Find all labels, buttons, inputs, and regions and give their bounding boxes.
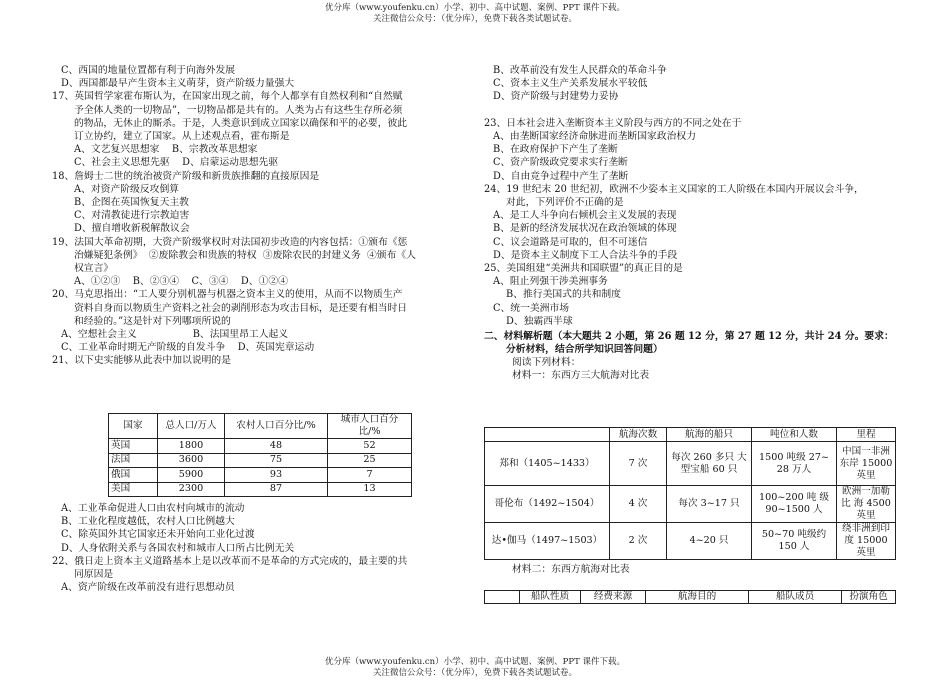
header-line-2: 关注微信公众号：（优分库），免费下载各类试题试卷。 xyxy=(372,14,577,24)
table-cell: 3600 xyxy=(158,453,225,468)
text-line: C、资本主义生产关系发展水平较低 xyxy=(493,78,648,90)
text-line: D、擅自增收新税解散议会 xyxy=(74,223,190,235)
section-2-heading-2: 分析材料，结合所学知识回答问题） xyxy=(506,344,663,355)
text-line: 25、美国组建“美洲共和国联盟”的真正目的是 xyxy=(484,263,683,275)
text-line: B、工业化程度越低，农村人口比例越大 xyxy=(61,516,235,528)
table-cell: 7 次 xyxy=(610,442,667,486)
table-cell: 郑和（1405~1433） xyxy=(485,442,610,486)
header-cell: 航海次数 xyxy=(610,428,667,442)
text-line: C、统一美洲市场 xyxy=(493,302,570,314)
text-line: A、对资产阶级反攻倒算 xyxy=(74,183,180,195)
text-line: 18、詹姆士二世的统治被资产阶级和新贵族推翻的直接原因是 xyxy=(52,170,320,182)
text-line: 21、以下史实能够从此表中加以说明的是 xyxy=(52,355,232,367)
fleet-comparison-table xyxy=(484,590,896,604)
material-2-title: 材料二：东西方航海对比表 xyxy=(512,564,630,575)
text-line: 17、英国哲学家霍布斯认为，在国家出现之前，每个人都享有自然权利和“自然赋 xyxy=(52,91,403,103)
header-cell: 航海的船只 xyxy=(667,428,752,442)
table-cell: 93 xyxy=(225,468,328,483)
population-table xyxy=(108,413,412,497)
table-cell: 4 次 xyxy=(610,486,667,523)
text-line: A、阻止列强干涉美洲事务 xyxy=(493,276,608,288)
header-cell: 总人口/万人 xyxy=(158,414,225,439)
text-line: 23、日本社会进入垄断资本主义阶段与西方的不同之处在于 xyxy=(484,117,742,129)
material-1-title: 材料一：东西方三大航海对比表 xyxy=(512,370,650,381)
text-line: A、工业革命促进人口由农村向城市的流动 xyxy=(61,503,245,514)
text-line: 20、马克思指出：“工人要分别机器与机器之资本主义的使用，从而不以物质生产 xyxy=(52,289,403,301)
table-cell: 1500 吨级 27~ 28 万人 xyxy=(752,442,837,486)
page-header xyxy=(0,3,950,25)
text-line: B、改革前没有发生人民群众的革命斗争 xyxy=(493,65,667,76)
text-line: C、议会道路是可取的，但不可迷信 xyxy=(493,236,648,248)
text-line: C、西国的地量位置都有利于向海外发展 xyxy=(61,65,236,76)
text-line: 订立协约，建立了国家。从上述观点看，霍布斯是 xyxy=(74,131,290,143)
text-line: A、是工人斗争向右倾机会主义发展的表现 xyxy=(493,210,677,222)
text-line: B、企图在英国恢复天主教 xyxy=(74,197,189,209)
text-line: 19、法国大革命初期，大资产阶级掌权时对法国初步改造的内容包括：①颁布《惩 xyxy=(52,236,408,248)
text-line: A、资产阶级在改革前没有进行思想动员 xyxy=(61,582,235,594)
table-cell: 50~70 吨级约 150 人 xyxy=(752,523,837,560)
table-cell: 每次 3~17 只 xyxy=(667,486,752,523)
table-cell: 每次 260 多只 大型宝船 60 只 xyxy=(667,442,752,486)
text-line: B、推行美国式的共和制度 xyxy=(506,289,621,301)
header-cell: 里程 xyxy=(837,428,896,442)
text-line: D、资产阶级与封建势力妥协 xyxy=(493,91,619,103)
table-cell: 中国一非洲 东岸 15000 英里 xyxy=(837,442,896,486)
table-cell: 英国 xyxy=(109,439,158,454)
footer-line-2: 关注微信公众号：（优分库），免费下载各类试题试卷。 xyxy=(372,668,577,678)
left-column xyxy=(52,64,472,368)
table-cell: 2 次 xyxy=(610,523,667,560)
text-line: D、西国都最早产生资本主义萌芽，资产阶级力量强大 xyxy=(61,78,295,90)
text-line: B、在政府保护下产生了垄断 xyxy=(493,144,618,156)
table-cell: 欧洲一加勒比 海 4500 英里 xyxy=(837,486,896,523)
table-cell: 1800 xyxy=(158,439,225,454)
table-row xyxy=(109,468,412,483)
page-footer xyxy=(0,657,950,679)
text-line: 和经验的。”这是针对下列哪项所说的 xyxy=(74,315,231,327)
text-line: 24、19 世纪末 20 世纪初，欧洲不少姿本主义国家的工人阶级在本国内开展议会斗争， xyxy=(484,183,864,195)
table-cell: 48 xyxy=(225,439,328,454)
text-line: A、文艺复兴思想家 B、宗教改革思想家 xyxy=(74,144,258,156)
section-2-heading-1: 二、材料解析题（本大题共 2 小题，第 26 题 12 分，第 27 题 12 分，共计 24 分。要求： xyxy=(484,331,894,342)
header-cell: 经费来源 xyxy=(581,591,646,604)
header-cell: 扮演角色 xyxy=(842,591,896,604)
text-line: C、社会主义思想先驱 D、启蒙运动思想先驱 xyxy=(74,157,279,169)
text-line: A、①②③ B、②③④ C、③④ D、①②④ xyxy=(74,276,288,288)
header-cell: 城市人口百分比/% xyxy=(328,414,412,439)
text-line: D、人身依附关系与各国农村和城市人口所占比例无关 xyxy=(61,542,295,554)
table-row xyxy=(109,453,412,468)
fleet-table-header xyxy=(485,591,896,604)
right-column xyxy=(484,64,904,328)
text-line: C、对清教徒进行宗教迫害 xyxy=(74,210,190,222)
section-2 xyxy=(484,330,904,382)
text-line: B、是新的经济发展状况在政治领域的体现 xyxy=(493,223,677,235)
text-line: 同原因是 xyxy=(74,569,114,581)
table-cell: 2300 xyxy=(158,482,225,497)
text-line: A、空想社会主义 B、法国里昂工人起义 xyxy=(61,329,289,341)
text-line: 的物品，无休止的厮杀。于是，人类意识到成立国家以确保和平的必要，彼此 xyxy=(74,117,408,129)
table-cell: 13 xyxy=(328,482,412,497)
table-cell: 绕非洲到印度 15000 英里 xyxy=(837,523,896,560)
text-line: D、自由竞争过程中产生了垄断 xyxy=(493,170,629,182)
table-cell: 5900 xyxy=(158,468,225,483)
text-line: C、工业革命时期无产阶级的自发斗争 D、英国宪章运动 xyxy=(61,342,315,354)
table-row xyxy=(109,482,412,497)
left-column-lower xyxy=(52,502,472,594)
text-line: D、是资本主义制度下工人合法斗争的手段 xyxy=(493,249,678,261)
voyage-table-header xyxy=(485,428,896,442)
table-row xyxy=(485,442,896,486)
text-line: C、资产阶级政党要求实行垄断 xyxy=(493,157,628,169)
table-cell: 52 xyxy=(328,439,412,454)
population-table-header xyxy=(109,414,412,439)
table-cell: 4~20 只 xyxy=(667,523,752,560)
text-line xyxy=(484,104,904,117)
header-cell xyxy=(485,591,520,604)
table-cell: 哥伦布（1492~1504） xyxy=(485,486,610,523)
header-cell xyxy=(485,428,610,442)
read-instruction: 阅读下列材料： xyxy=(512,357,581,368)
table-row xyxy=(485,523,896,560)
table-row xyxy=(109,439,412,454)
table-cell: 25 xyxy=(328,453,412,468)
header-cell: 吨位和人数 xyxy=(752,428,837,442)
header-cell: 船队性质 xyxy=(520,591,581,604)
header-cell: 船队成员 xyxy=(749,591,842,604)
text-line: D、独霸西半球 xyxy=(506,315,573,327)
table-cell: 75 xyxy=(225,453,328,468)
table-cell: 达•伽马（1497~1503） xyxy=(485,523,610,560)
text-line: C、除英国外其它国家还未开始向工业化过渡 xyxy=(61,529,255,541)
table-row xyxy=(485,486,896,523)
table-cell: 100~200 吨 级 90~1500 人 xyxy=(752,486,837,523)
text-line: 22、俄日走上资本主义道路基本上是以改革而不是革命的方式完成的，最主要的共 xyxy=(52,555,408,567)
footer-line-1: 优分库（www.youfenku.cn）小学、初中、高中试题、案例、PPT 课件下载。 xyxy=(325,657,625,667)
text-line: 资料自身而以物质生产资料之社会的剥削形态为攻击目标，是还要有相当时日 xyxy=(74,302,408,314)
table-cell: 美国 xyxy=(109,482,158,497)
header-cell: 农村人口百分比/% xyxy=(225,414,328,439)
text-line: 对此，下列评价不正确的是 xyxy=(506,197,624,209)
table-cell: 87 xyxy=(225,482,328,497)
table-cell: 7 xyxy=(328,468,412,483)
voyage-comparison-table xyxy=(484,427,896,560)
text-line: 权宣言》 xyxy=(74,263,114,275)
table-cell: 法国 xyxy=(109,453,158,468)
text-line: 治嫌疑犯条例》 ②废除教会和贵族的特权 ③废除农民的封建义务 ④颁布《人 xyxy=(74,249,416,261)
text-line: 予全体人类的一切物品”，一切物品都是共有的。人类为占有这些生存所必须 xyxy=(74,104,403,116)
header-cell: 航海目的 xyxy=(646,591,749,604)
table-cell: 俄国 xyxy=(109,468,158,483)
header-line-1: 优分库（www.youfenku.cn）小学、初中、高中试题、案例、PPT 课件下载。 xyxy=(325,3,625,13)
text-line: A、由垄断国家经济命脉进而垄断国家政治权力 xyxy=(493,131,697,143)
header-cell: 国家 xyxy=(109,414,158,439)
